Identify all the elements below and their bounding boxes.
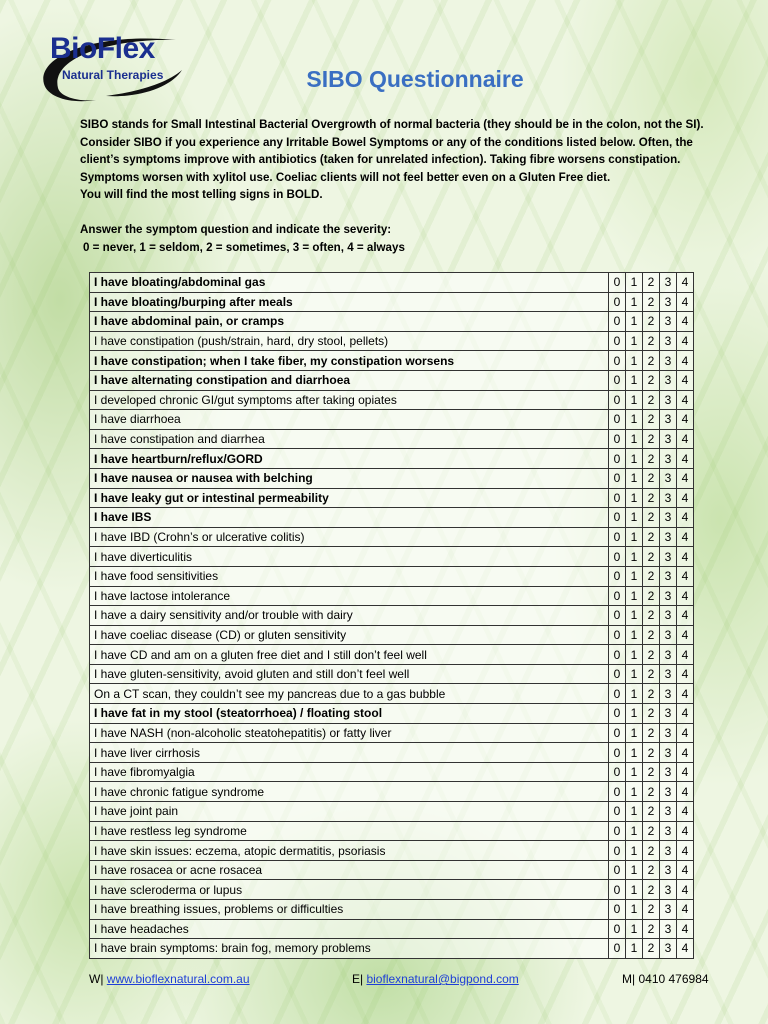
severity-option-1[interactable]: 1 <box>626 273 643 293</box>
intro-line: Symptoms worsen with xylitol use. Coeliac clients will not feel better even on a Gluten Free diet. <box>80 170 611 184</box>
table-row <box>90 410 694 430</box>
web-prefix: W| <box>89 972 104 986</box>
question-text: I have rosacea or acne rosacea <box>90 860 609 880</box>
severity-option-1[interactable]: 1 <box>626 390 643 410</box>
table-row <box>90 449 694 469</box>
severity-option-3[interactable]: 3 <box>660 606 677 626</box>
severity-option-0[interactable]: 0 <box>609 684 626 704</box>
table-row <box>90 802 694 822</box>
severity-option-2[interactable]: 2 <box>643 625 660 645</box>
severity-option-3[interactable]: 3 <box>660 586 677 606</box>
question-text: I have scleroderma or lupus <box>90 880 609 900</box>
severity-option-2[interactable]: 2 <box>643 527 660 547</box>
severity-option-0[interactable]: 0 <box>609 331 626 351</box>
question-text: I have brain symptoms: brain fog, memory problems <box>90 939 609 959</box>
severity-option-3[interactable]: 3 <box>660 645 677 665</box>
table-row <box>90 429 694 449</box>
table-row <box>90 390 694 410</box>
severity-option-2[interactable]: 2 <box>643 566 660 586</box>
table-row <box>90 351 694 371</box>
severity-option-1[interactable]: 1 <box>626 782 643 802</box>
severity-option-2[interactable]: 2 <box>643 351 660 371</box>
severity-option-3[interactable]: 3 <box>660 312 677 332</box>
question-text: I have bloating/burping after meals <box>90 292 609 312</box>
severity-option-2[interactable]: 2 <box>643 900 660 920</box>
severity-option-3[interactable]: 3 <box>660 782 677 802</box>
severity-option-1[interactable]: 1 <box>626 802 643 822</box>
severity-option-4[interactable]: 4 <box>677 860 694 880</box>
severity-option-2[interactable]: 2 <box>643 782 660 802</box>
footer-email <box>352 972 519 986</box>
table-row <box>90 273 694 293</box>
question-text: I have fat in my stool (steatorrhoea) / floating stool <box>90 704 609 724</box>
severity-option-3[interactable]: 3 <box>660 468 677 488</box>
severity-option-2[interactable]: 2 <box>643 449 660 469</box>
question-text: I have CD and am on a gluten free diet and I still don’t feel well <box>90 645 609 665</box>
table-row <box>90 704 694 724</box>
severity-option-3[interactable]: 3 <box>660 508 677 528</box>
severity-option-1[interactable]: 1 <box>626 821 643 841</box>
severity-option-2[interactable]: 2 <box>643 645 660 665</box>
severity-option-4[interactable]: 4 <box>677 527 694 547</box>
severity-option-4[interactable]: 4 <box>677 390 694 410</box>
severity-option-3[interactable]: 3 <box>660 625 677 645</box>
question-text: I have IBS <box>90 508 609 528</box>
severity-option-3[interactable]: 3 <box>660 684 677 704</box>
severity-option-2[interactable]: 2 <box>643 410 660 430</box>
severity-option-0[interactable]: 0 <box>609 390 626 410</box>
logo-tagline: Natural Therapies <box>62 68 164 82</box>
table-row <box>90 331 694 351</box>
severity-option-4[interactable]: 4 <box>677 821 694 841</box>
severity-option-1[interactable]: 1 <box>626 449 643 469</box>
severity-option-2[interactable]: 2 <box>643 664 660 684</box>
table-row <box>90 547 694 567</box>
question-text: I have leaky gut or intestinal permeability <box>90 488 609 508</box>
severity-option-3[interactable]: 3 <box>660 664 677 684</box>
severity-option-1[interactable]: 1 <box>626 370 643 390</box>
severity-option-4[interactable]: 4 <box>677 939 694 959</box>
severity-option-4[interactable]: 4 <box>677 429 694 449</box>
severity-option-3[interactable]: 3 <box>660 449 677 469</box>
question-text: I have alternating constipation and diarrhoea <box>90 370 609 390</box>
email-link[interactable]: bioflexnatural@bigpond.com <box>366 972 519 986</box>
severity-option-0[interactable]: 0 <box>609 939 626 959</box>
severity-option-3[interactable]: 3 <box>660 880 677 900</box>
severity-option-0[interactable]: 0 <box>609 723 626 743</box>
intro-line: Consider SIBO if you experience any Irritable Bowel Symptoms or any of the conditions listed below. Often, the <box>80 135 693 149</box>
severity-option-4[interactable]: 4 <box>677 468 694 488</box>
severity-option-0[interactable]: 0 <box>609 586 626 606</box>
table-row <box>90 939 694 959</box>
severity-option-3[interactable]: 3 <box>660 762 677 782</box>
question-text: I have diarrhoea <box>90 410 609 430</box>
severity-option-2[interactable]: 2 <box>643 860 660 880</box>
severity-option-4[interactable]: 4 <box>677 782 694 802</box>
severity-option-2[interactable]: 2 <box>643 821 660 841</box>
severity-option-1[interactable]: 1 <box>626 351 643 371</box>
severity-option-4[interactable]: 4 <box>677 743 694 763</box>
table-row <box>90 645 694 665</box>
severity-option-1[interactable]: 1 <box>626 527 643 547</box>
table-row <box>90 743 694 763</box>
severity-option-1[interactable]: 1 <box>626 664 643 684</box>
question-text: I have constipation (push/strain, hard, dry stool, pellets) <box>90 331 609 351</box>
website-link[interactable]: www.bioflexnatural.com.au <box>106 972 250 986</box>
question-text: I have breathing issues, problems or difficulties <box>90 900 609 920</box>
severity-option-1[interactable]: 1 <box>626 743 643 763</box>
severity-option-1[interactable]: 1 <box>626 625 643 645</box>
table-row <box>90 782 694 802</box>
severity-option-0[interactable]: 0 <box>609 821 626 841</box>
severity-option-0[interactable]: 0 <box>609 900 626 920</box>
severity-option-0[interactable]: 0 <box>609 429 626 449</box>
severity-option-0[interactable]: 0 <box>609 351 626 371</box>
severity-option-2[interactable]: 2 <box>643 468 660 488</box>
table-row <box>90 606 694 626</box>
severity-option-0[interactable]: 0 <box>609 547 626 567</box>
table-row <box>90 508 694 528</box>
severity-option-1[interactable]: 1 <box>626 919 643 939</box>
severity-option-0[interactable]: 0 <box>609 919 626 939</box>
severity-option-4[interactable]: 4 <box>677 410 694 430</box>
question-text: I have diverticulitis <box>90 547 609 567</box>
table-row <box>90 919 694 939</box>
severity-option-0[interactable]: 0 <box>609 488 626 508</box>
question-text: I have restless leg syndrome <box>90 821 609 841</box>
severity-option-1[interactable]: 1 <box>626 645 643 665</box>
severity-option-0[interactable]: 0 <box>609 782 626 802</box>
severity-option-3[interactable]: 3 <box>660 566 677 586</box>
severity-option-1[interactable]: 1 <box>626 586 643 606</box>
table-row <box>90 860 694 880</box>
severity-option-4[interactable]: 4 <box>677 802 694 822</box>
severity-option-3[interactable]: 3 <box>660 860 677 880</box>
severity-option-3[interactable]: 3 <box>660 704 677 724</box>
symptom-table <box>89 272 694 959</box>
severity-option-0[interactable]: 0 <box>609 566 626 586</box>
severity-option-1[interactable]: 1 <box>626 606 643 626</box>
severity-option-3[interactable]: 3 <box>660 331 677 351</box>
severity-option-1[interactable]: 1 <box>626 410 643 430</box>
question-text: I have constipation; when I take fiber, my constipation worsens <box>90 351 609 371</box>
severity-option-4[interactable]: 4 <box>677 704 694 724</box>
table-row <box>90 488 694 508</box>
severity-option-1[interactable]: 1 <box>626 331 643 351</box>
severity-option-4[interactable]: 4 <box>677 370 694 390</box>
severity-option-1[interactable]: 1 <box>626 547 643 567</box>
severity-option-2[interactable]: 2 <box>643 704 660 724</box>
severity-option-1[interactable]: 1 <box>626 429 643 449</box>
severity-option-2[interactable]: 2 <box>643 723 660 743</box>
severity-option-1[interactable]: 1 <box>626 939 643 959</box>
severity-option-3[interactable]: 3 <box>660 273 677 293</box>
severity-option-4[interactable]: 4 <box>677 762 694 782</box>
severity-option-4[interactable]: 4 <box>677 508 694 528</box>
question-text: I have liver cirrhosis <box>90 743 609 763</box>
severity-option-0[interactable]: 0 <box>609 527 626 547</box>
severity-option-0[interactable]: 0 <box>609 860 626 880</box>
severity-option-4[interactable]: 4 <box>677 880 694 900</box>
severity-option-0[interactable]: 0 <box>609 664 626 684</box>
table-row <box>90 527 694 547</box>
severity-option-2[interactable]: 2 <box>643 312 660 332</box>
severity-option-3[interactable]: 3 <box>660 370 677 390</box>
table-row <box>90 370 694 390</box>
severity-option-1[interactable]: 1 <box>626 762 643 782</box>
question-text: I have constipation and diarrhea <box>90 429 609 449</box>
severity-option-0[interactable]: 0 <box>609 704 626 724</box>
severity-option-2[interactable]: 2 <box>643 390 660 410</box>
severity-option-3[interactable]: 3 <box>660 900 677 920</box>
intro-line: SIBO stands for Small Intestinal Bacterial Overgrowth of normal bacteria (they should be in the colon, not the SI). <box>80 118 704 131</box>
table-row <box>90 292 694 312</box>
severity-option-2[interactable]: 2 <box>643 508 660 528</box>
question-text: I have gluten-sensitivity, avoid gluten and still don’t feel well <box>90 664 609 684</box>
intro-text <box>80 116 730 256</box>
severity-option-4[interactable]: 4 <box>677 900 694 920</box>
severity-option-4[interactable]: 4 <box>677 566 694 586</box>
severity-option-4[interactable]: 4 <box>677 351 694 371</box>
page-title: SIBO Questionnaire <box>306 66 524 92</box>
severity-option-0[interactable]: 0 <box>609 312 626 332</box>
logo-wordmark: BioFlex <box>50 32 155 65</box>
email-prefix: E| <box>352 972 364 986</box>
question-text: I have coeliac disease (CD) or gluten sensitivity <box>90 625 609 645</box>
mobile-number: 0410 476984 <box>638 972 709 986</box>
severity-option-2[interactable]: 2 <box>643 292 660 312</box>
severity-option-3[interactable]: 3 <box>660 841 677 861</box>
question-text: I have skin issues: eczema, atopic dermatitis, psoriasis <box>90 841 609 861</box>
question-text: I have a dairy sensitivity and/or trouble with dairy <box>90 606 609 626</box>
severity-option-4[interactable]: 4 <box>677 331 694 351</box>
severity-option-4[interactable]: 4 <box>677 449 694 469</box>
table-row <box>90 664 694 684</box>
severity-option-2[interactable]: 2 <box>643 743 660 763</box>
severity-option-3[interactable]: 3 <box>660 292 677 312</box>
severity-option-4[interactable]: 4 <box>677 625 694 645</box>
severity-option-0[interactable]: 0 <box>609 273 626 293</box>
severity-option-1[interactable]: 1 <box>626 488 643 508</box>
severity-option-1[interactable]: 1 <box>626 684 643 704</box>
question-text: I have joint pain <box>90 802 609 822</box>
severity-option-0[interactable]: 0 <box>609 802 626 822</box>
severity-option-2[interactable]: 2 <box>643 547 660 567</box>
mobile-prefix: M| <box>622 972 636 986</box>
table-row <box>90 762 694 782</box>
severity-option-0[interactable]: 0 <box>609 292 626 312</box>
severity-option-3[interactable]: 3 <box>660 802 677 822</box>
severity-option-0[interactable]: 0 <box>609 410 626 430</box>
severity-option-1[interactable]: 1 <box>626 468 643 488</box>
question-text: On a CT scan, they couldn’t see my pancreas due to a gas bubble <box>90 684 609 704</box>
severity-option-1[interactable]: 1 <box>626 723 643 743</box>
footer-mobile <box>622 972 709 986</box>
question-text: I have fibromyalgia <box>90 762 609 782</box>
instructions-line: Answer the symptom question and indicate the severity: <box>80 222 392 236</box>
question-text: I have headaches <box>90 919 609 939</box>
severity-option-1[interactable]: 1 <box>626 880 643 900</box>
severity-option-3[interactable]: 3 <box>660 351 677 371</box>
table-row <box>90 586 694 606</box>
severity-option-1[interactable]: 1 <box>626 841 643 861</box>
severity-option-3[interactable]: 3 <box>660 390 677 410</box>
question-text: I have heartburn/reflux/GORD <box>90 449 609 469</box>
severity-option-0[interactable]: 0 <box>609 449 626 469</box>
severity-option-4[interactable]: 4 <box>677 586 694 606</box>
severity-option-0[interactable]: 0 <box>609 841 626 861</box>
severity-option-0[interactable]: 0 <box>609 508 626 528</box>
severity-option-0[interactable]: 0 <box>609 645 626 665</box>
severity-option-0[interactable]: 0 <box>609 468 626 488</box>
severity-option-1[interactable]: 1 <box>626 900 643 920</box>
severity-option-4[interactable]: 4 <box>677 547 694 567</box>
severity-option-4[interactable]: 4 <box>677 841 694 861</box>
question-text: I have nausea or nausea with belching <box>90 468 609 488</box>
severity-option-3[interactable]: 3 <box>660 429 677 449</box>
severity-option-1[interactable]: 1 <box>626 312 643 332</box>
table-row <box>90 684 694 704</box>
severity-option-0[interactable]: 0 <box>609 743 626 763</box>
table-row <box>90 841 694 861</box>
severity-option-4[interactable]: 4 <box>677 488 694 508</box>
severity-option-4[interactable]: 4 <box>677 684 694 704</box>
severity-option-3[interactable]: 3 <box>660 743 677 763</box>
table-row <box>90 625 694 645</box>
severity-option-0[interactable]: 0 <box>609 880 626 900</box>
severity-option-4[interactable]: 4 <box>677 645 694 665</box>
table-row <box>90 723 694 743</box>
table-row <box>90 312 694 332</box>
severity-option-2[interactable]: 2 <box>643 370 660 390</box>
severity-option-2[interactable]: 2 <box>643 488 660 508</box>
severity-option-4[interactable]: 4 <box>677 919 694 939</box>
question-text: I have bloating/abdominal gas <box>90 273 609 293</box>
severity-option-1[interactable]: 1 <box>626 704 643 724</box>
severity-option-0[interactable]: 0 <box>609 370 626 390</box>
severity-option-3[interactable]: 3 <box>660 488 677 508</box>
severity-option-3[interactable]: 3 <box>660 547 677 567</box>
question-text: I developed chronic GI/gut symptoms after taking opiates <box>90 390 609 410</box>
severity-option-2[interactable]: 2 <box>643 841 660 861</box>
question-text: I have food sensitivities <box>90 566 609 586</box>
table-row <box>90 900 694 920</box>
severity-scale-legend: 0 = never, 1 = seldom, 2 = sometimes, 3 = often, 4 = always <box>83 240 405 254</box>
table-row <box>90 468 694 488</box>
severity-option-4[interactable]: 4 <box>677 273 694 293</box>
table-row <box>90 880 694 900</box>
severity-option-1[interactable]: 1 <box>626 860 643 880</box>
severity-option-1[interactable]: 1 <box>626 508 643 528</box>
severity-option-4[interactable]: 4 <box>677 606 694 626</box>
severity-option-1[interactable]: 1 <box>626 292 643 312</box>
question-text: I have chronic fatigue syndrome <box>90 782 609 802</box>
question-text: I have IBD (Crohn’s or ulcerative colitis) <box>90 527 609 547</box>
question-text: I have NASH (non-alcoholic steatohepatitis) or fatty liver <box>90 723 609 743</box>
severity-option-3[interactable]: 3 <box>660 919 677 939</box>
intro-line: You will find the most telling signs in BOLD. <box>80 188 323 202</box>
table-row <box>90 566 694 586</box>
severity-option-4[interactable]: 4 <box>677 312 694 332</box>
severity-option-2[interactable]: 2 <box>643 331 660 351</box>
severity-option-4[interactable]: 4 <box>677 723 694 743</box>
severity-option-0[interactable]: 0 <box>609 625 626 645</box>
severity-option-3[interactable]: 3 <box>660 939 677 959</box>
question-text: I have lactose intolerance <box>90 586 609 606</box>
severity-option-1[interactable]: 1 <box>626 566 643 586</box>
severity-option-3[interactable]: 3 <box>660 527 677 547</box>
severity-option-2[interactable]: 2 <box>643 684 660 704</box>
severity-option-4[interactable]: 4 <box>677 292 694 312</box>
severity-option-3[interactable]: 3 <box>660 410 677 430</box>
question-text: I have abdominal pain, or cramps <box>90 312 609 332</box>
severity-option-4[interactable]: 4 <box>677 664 694 684</box>
table-row <box>90 821 694 841</box>
severity-option-0[interactable]: 0 <box>609 762 626 782</box>
severity-option-2[interactable]: 2 <box>643 429 660 449</box>
intro-line: client’s symptoms improve with antibiotics (taken for unrelated infection). Taking fibre worsens constipation. <box>80 153 681 167</box>
severity-option-0[interactable]: 0 <box>609 606 626 626</box>
severity-option-3[interactable]: 3 <box>660 723 677 743</box>
severity-option-2[interactable]: 2 <box>643 606 660 626</box>
severity-option-2[interactable]: 2 <box>643 880 660 900</box>
severity-option-2[interactable]: 2 <box>643 586 660 606</box>
severity-option-2[interactable]: 2 <box>643 919 660 939</box>
footer-web <box>89 972 250 986</box>
severity-option-2[interactable]: 2 <box>643 939 660 959</box>
severity-option-2[interactable]: 2 <box>643 762 660 782</box>
severity-option-2[interactable]: 2 <box>643 802 660 822</box>
severity-option-3[interactable]: 3 <box>660 821 677 841</box>
severity-option-2[interactable]: 2 <box>643 273 660 293</box>
